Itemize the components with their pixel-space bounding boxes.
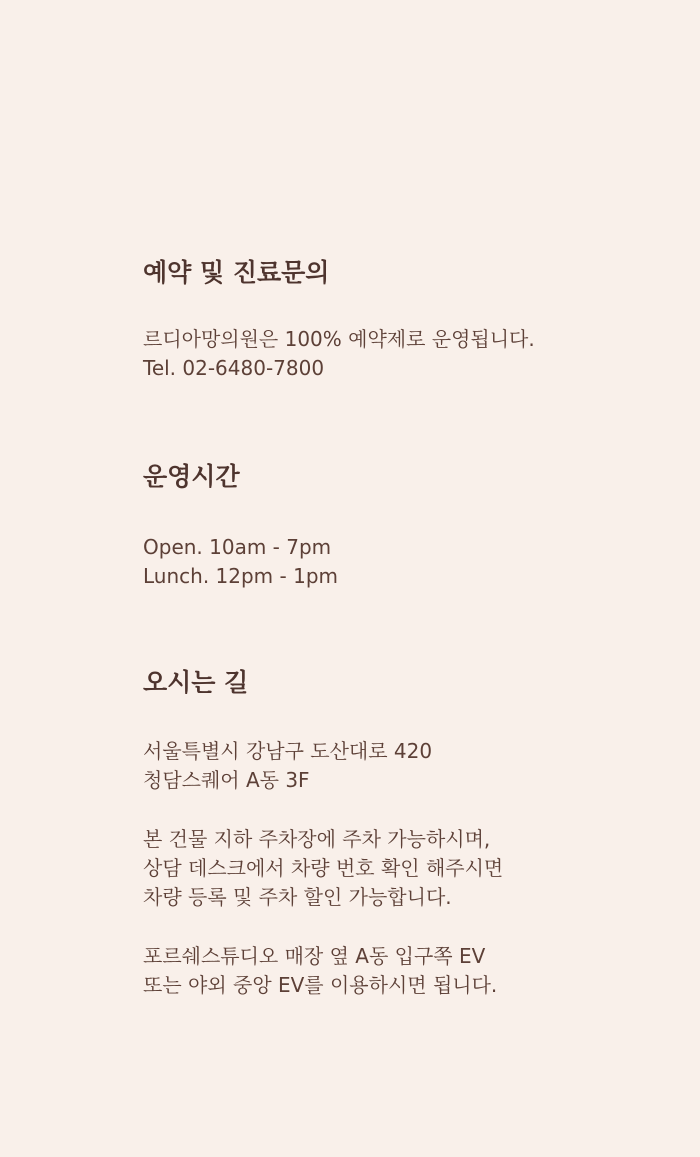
hours-section	[143, 462, 663, 591]
directions-heading: 오시는 길	[143, 668, 249, 697]
parking-line: 본 건물 지하 주차장에 주차 가능하시며,	[143, 827, 491, 851]
reservation-section	[143, 258, 663, 383]
phone-number: Tel. 02-6480-7800	[143, 356, 325, 380]
open-hours: Open. 10am - 7pm	[143, 535, 332, 559]
elevator-line: 포르쉐스튜디오 매장 옆 A동 입구쪽 EV	[143, 944, 486, 968]
directions-body	[143, 737, 663, 1000]
hours-body	[143, 533, 663, 591]
parking-line: 상담 데스크에서 차량 번호 확인 해주시면	[143, 856, 504, 880]
hours-heading: 운영시간	[143, 462, 240, 491]
lunch-hours: Lunch. 12pm - 1pm	[143, 564, 338, 588]
address-line: 서울특별시 강남구 도산대로 420	[143, 739, 433, 763]
reservation-notice: 르디아망의원은 100% 예약제로 운영됩니다.	[143, 327, 535, 351]
address-detail-line: 청담스퀘어 A동 3F	[143, 768, 310, 792]
parking-line: 차량 등록 및 주차 할인 가능합니다.	[143, 885, 452, 909]
paragraph-gap	[143, 795, 663, 825]
paragraph-gap	[143, 912, 663, 942]
directions-section	[143, 668, 663, 1000]
reservation-body	[143, 325, 663, 383]
elevator-line: 또는 야외 중앙 EV를 이용하시면 됩니다.	[143, 973, 498, 997]
reservation-heading: 예약 및 진료문의	[143, 258, 330, 287]
